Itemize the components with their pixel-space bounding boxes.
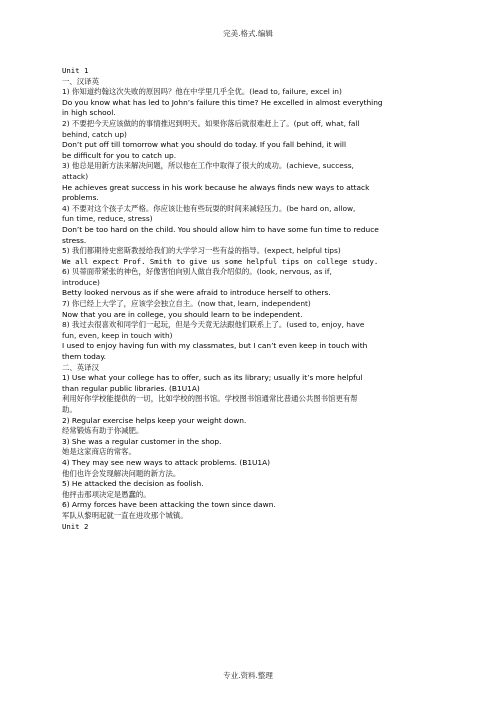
answer-line: 他抨击那项决定是愚蠢的。 xyxy=(62,489,151,499)
question-line: 4) They may see new ways to attack problems. (B1U1A) xyxy=(62,457,271,467)
section-heading: 一、汉译英 xyxy=(62,76,99,86)
question-line: 1) Use what your college has to offer, such as its library; usually it’s more helpful xyxy=(62,373,363,383)
question-line: 7) 你已经上大学了，应该学会独立自主。(now that, learn, independent) xyxy=(62,299,311,309)
answer-line: 军队从黎明起就一直在进攻那个城镇。 xyxy=(62,510,188,520)
answer-line: I used to enjoy having fun with my classmates, but I can’t even keep in touch with xyxy=(62,341,368,351)
question-line: 1) 你知道约翰这次失败的原因吗？他在中学里几乎全优。(lead to, failure, excel in) xyxy=(62,87,342,97)
question-line: 8) 我过去很喜欢和同学们一起玩，但是今天竟无法跟他们联系上了。(used to, enjoy, have xyxy=(62,320,365,330)
answer-line: 助。 xyxy=(62,405,77,414)
question-line: 3) She was a regular customer in the shop. xyxy=(62,436,222,446)
answer-line: in high school. xyxy=(62,108,116,118)
answer-line: We all expect Prof. Smith to give us some helpful tips on college study. xyxy=(62,256,379,266)
answer-line: 经常锻炼有助于你减肥。 xyxy=(62,426,144,436)
question-line: 4) 不要对这个孩子太严格。你应该让他有些玩耍的时间来减轻压力。(be hard on, allow, xyxy=(62,203,356,213)
question-line: 5) He attacked the decision as foolish. xyxy=(62,479,204,489)
answer-line: Don’t put off till tomorrow what you should do today. If you fall behind, it will xyxy=(62,140,347,150)
answer-line: stress. xyxy=(62,235,87,245)
answer-line: 他们也许会发现解决问题的新方法。 xyxy=(62,468,181,478)
page-header: 完美.格式.编辑 xyxy=(223,29,273,38)
question-line: behind, catch up) xyxy=(62,129,127,139)
question-line: than regular public libraries. (B1U1A) xyxy=(62,383,200,393)
answer-line: Do you know what has led to John’s failure this time? He excelled in almost everything xyxy=(62,97,383,107)
document-body xyxy=(62,66,435,532)
answer-line: He achieves great success in his work because he always finds new ways to attack xyxy=(62,182,370,192)
answer-line: be difficult for you to catch up. xyxy=(62,150,177,160)
question-line: 6) Army forces have been attacking the town since dawn. xyxy=(62,500,276,510)
answer-line: problems. xyxy=(62,193,99,203)
question-line: fun time, reduce, stress) xyxy=(62,214,153,224)
answer-line: 利用好你学校能提供的一切，比如学校的图书馆。学校图书馆通常比普通公共图书馆更有帮 xyxy=(62,394,358,404)
unit-heading: Unit 2 xyxy=(62,521,89,531)
question-line: 5) 我们都期待史密斯教授给我们的大学学习一些有益的指导。(expect, helpful tips) xyxy=(62,246,341,256)
question-line: 2) Regular exercise helps keep your weight down. xyxy=(62,415,247,425)
unit-heading: Unit 1 xyxy=(62,66,89,75)
answer-line: 她是这家商店的常客。 xyxy=(62,447,136,457)
answer-line: them today. xyxy=(62,352,106,362)
answer-line: Betty looked nervous as if she were afraid to introduce herself to others. xyxy=(62,288,331,298)
page-footer: 专业.资料.整理 xyxy=(223,671,273,680)
answer-line: Now that you are in college, you should learn to be independent. xyxy=(62,309,303,319)
question-line: 2) 不要把今天应该做的的事情推迟到明天。如果你落后就很难赶上了。(put off, what, fall xyxy=(62,118,360,128)
question-line: introduce) xyxy=(62,277,100,287)
question-line: attack) xyxy=(62,171,89,181)
question-line: fun, even, keep in touch with) xyxy=(62,330,173,340)
answer-line: Don’t be too hard on the child. You should allow him to have some fun time to reduce xyxy=(62,224,379,234)
question-line: 6) 贝蒂面带紧张的神色，好像害怕向别人做自我介绍似的。(look, nervous, as if, xyxy=(62,267,332,277)
section-heading: 二、英译汉 xyxy=(62,362,99,372)
question-line: 3) 他总是用新方法来解决问题，所以他在工作中取得了很大的成功。(achieve, success, xyxy=(62,161,354,171)
